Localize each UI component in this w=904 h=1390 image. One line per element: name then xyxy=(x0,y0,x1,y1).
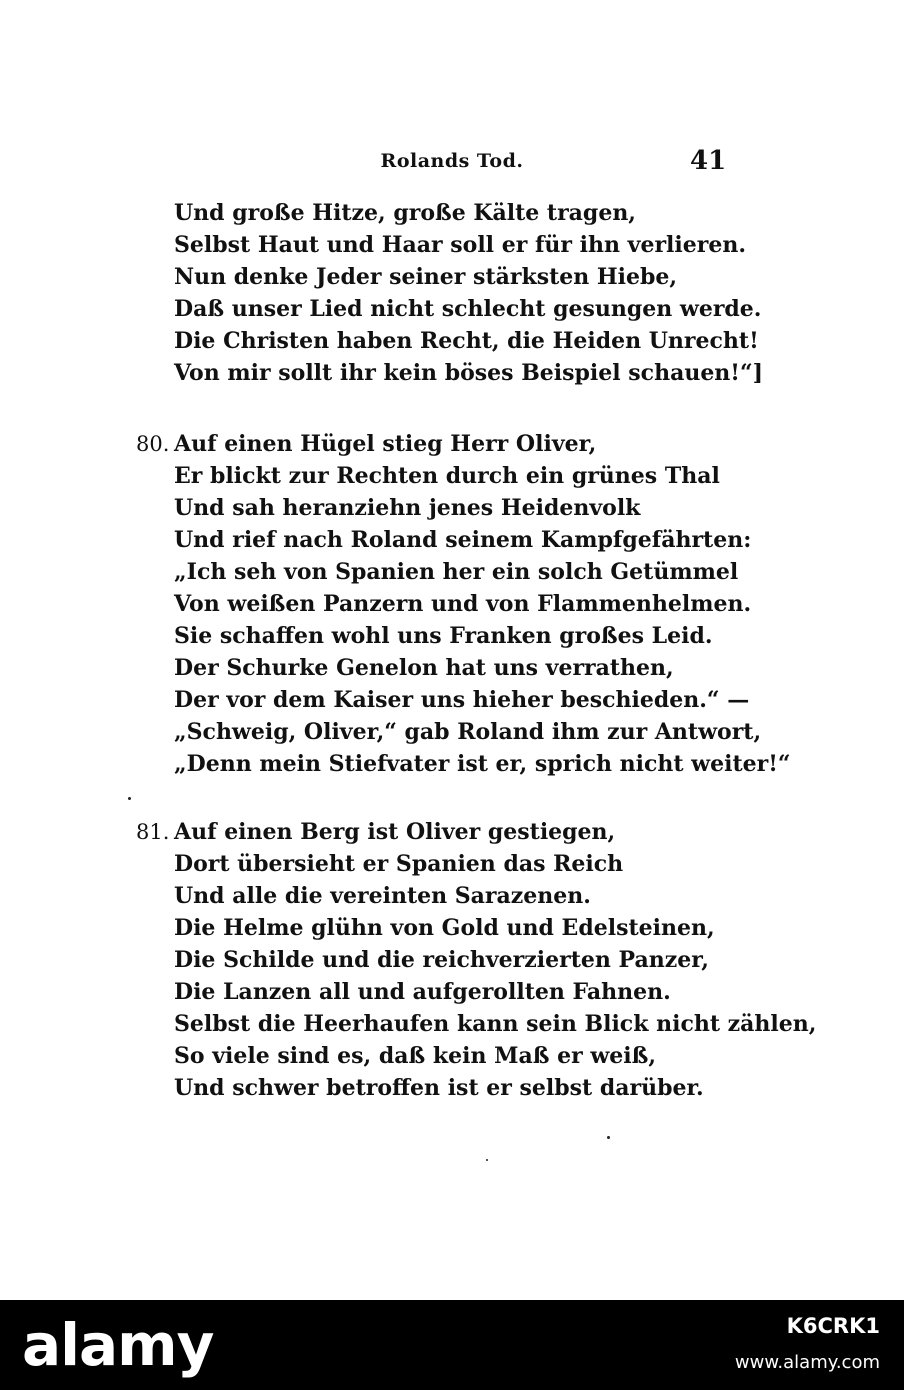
verse-line: Und alle die vereinten Sarazenen. xyxy=(174,883,591,909)
verse-line: Der Schurke Genelon hat uns verrathen, xyxy=(174,655,674,681)
verse-line: Die Helme glühn von Gold und Edelsteinen, xyxy=(174,915,715,941)
verse-line: So viele sind es, daß kein Maß er weiß, xyxy=(174,1043,657,1069)
verse-line: Sie schaffen wohl uns Franken großes Leid. xyxy=(174,623,713,649)
running-title: Rolands Tod. xyxy=(380,150,524,172)
verse-line: Daß unser Lied nicht schlecht gesungen werde. xyxy=(174,296,762,322)
print-speck xyxy=(607,1136,610,1139)
verse-line: Nun denke Jeder seiner stärksten Hiebe, xyxy=(174,264,678,290)
verse-line: Auf einen Hügel stieg Herr Oliver, xyxy=(174,431,597,457)
verse-line: „Denn mein Stiefvater ist er, sprich nicht weiter!“ xyxy=(174,751,791,777)
brand-logo: alamy xyxy=(22,1311,214,1379)
verse-line: Der vor dem Kaiser uns hieher beschieden.“ — xyxy=(174,687,750,713)
print-speck xyxy=(486,1159,488,1161)
verse-line: „Ich seh von Spanien her ein solch Getümmel xyxy=(174,559,739,585)
verse-line: Von weißen Panzern und von Flammenhelmen. xyxy=(174,591,752,617)
stanza-number: 81. xyxy=(136,820,170,844)
stanza-number: 80. xyxy=(136,432,170,456)
verse-line: „Schweig, Oliver,“ gab Roland ihm zur Antwort, xyxy=(174,719,762,745)
verse-line: Und schwer betroffen ist er selbst darüber. xyxy=(174,1075,704,1101)
verse-line: Die Schilde und die reichverzierten Panzer, xyxy=(174,947,709,973)
verse-line: Auf einen Berg ist Oliver gestiegen, xyxy=(174,819,616,845)
verse-line: Und sah heranziehn jenes Heidenvolk xyxy=(174,495,641,521)
print-speck xyxy=(128,797,131,800)
verse-line: Und rief nach Roland seinem Kampfgefährten: xyxy=(174,527,752,553)
verse-line: Von mir sollt ihr kein böses Beispiel schauen!“] xyxy=(174,360,764,386)
verse-line: Er blickt zur Rechten durch ein grünes Thal xyxy=(174,463,720,489)
verse-line: Selbst die Heerhaufen kann sein Blick nicht zählen, xyxy=(174,1011,817,1037)
verse-line: Dort übersieht er Spanien das Reich xyxy=(174,851,624,877)
watermark-footer xyxy=(0,1300,904,1390)
verse-line: Die Lanzen all und aufgerollten Fahnen. xyxy=(174,979,671,1005)
verse-line: Selbst Haut und Haar soll er für ihn verlieren. xyxy=(174,232,746,258)
verse-line: Die Christen haben Recht, die Heiden Unrecht! xyxy=(174,328,759,354)
site-url: www.alamy.com xyxy=(734,1352,880,1373)
image-id: K6CRK1 xyxy=(786,1314,880,1338)
verse-line: Und große Hitze, große Kälte tragen, xyxy=(174,200,636,226)
page-number: 41 xyxy=(690,146,727,176)
